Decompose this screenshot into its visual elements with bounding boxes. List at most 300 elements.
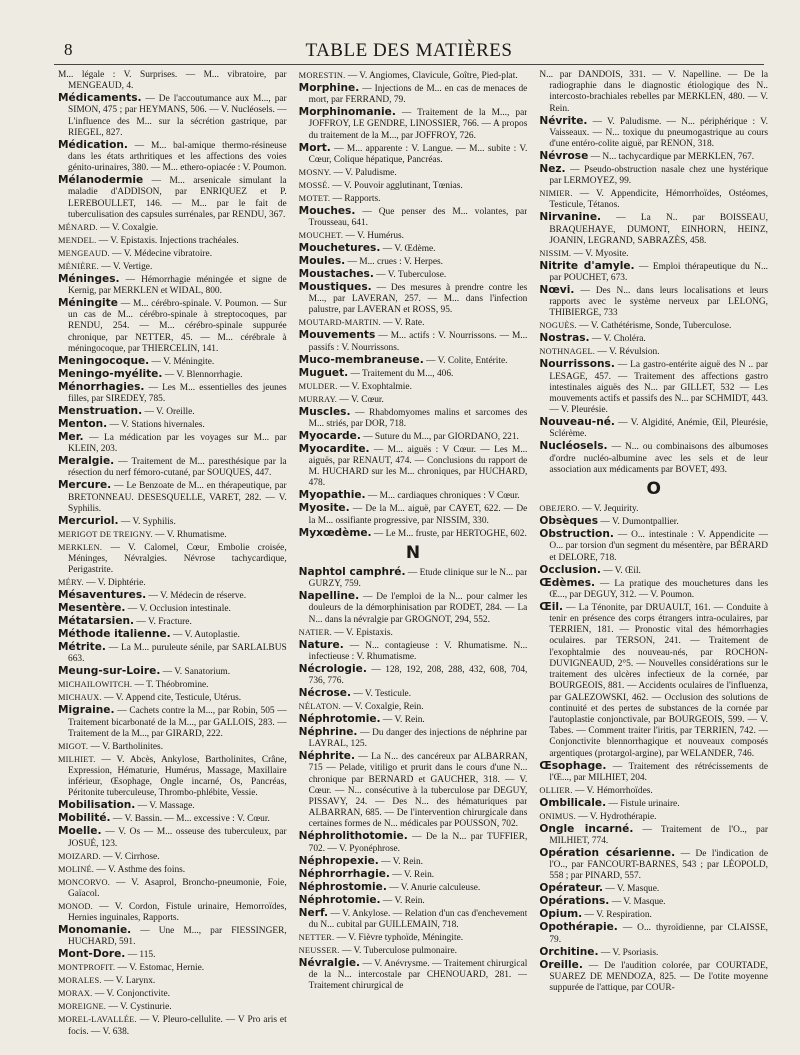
index-entry [539, 798, 768, 810]
index-entry [299, 407, 528, 430]
index-entry [58, 382, 287, 405]
index-term: MONCORVO. [58, 877, 111, 887]
index-text: — V. Dumontpallier. [600, 517, 679, 528]
index-term: Moustaches. [298, 268, 374, 281]
index-term: Occlusion. [539, 563, 601, 576]
index-text: — V. Oreille. [144, 407, 195, 418]
index-entry [299, 503, 528, 526]
index-term: Ménorrhagies. [58, 380, 145, 393]
index-text: — Cachets contre la M..., par Robin, 505 — Traitement bicarbonaté de la M..., par GALLOIS, 283. — Traitement de la M..., par GIRARD, 222. [68, 706, 287, 739]
index-text: — V. Exophtalmie. [339, 381, 412, 392]
index-text: — V. Respiration. [584, 910, 652, 921]
index-term: Néphrite. [298, 750, 355, 763]
index-term: Nucléosels. [539, 440, 608, 453]
index-entry [299, 256, 528, 268]
index-text: — Rapports. [332, 193, 381, 204]
index-text: — V. Epistaxis. [334, 627, 393, 638]
index-entry [539, 785, 768, 797]
index-text: — Les M... essentielles des jeunes filles, par SIREDEY, 785. [68, 382, 287, 405]
index-text: — V. Médecin de réserve. [148, 591, 247, 602]
index-entry [58, 901, 287, 924]
index-term: Menton. [58, 418, 108, 431]
index-entry [539, 503, 768, 515]
index-text: — V. Cordon, Fistule urinaire, Hemorroïdes, Hernies inguinales, Rapports. [68, 901, 287, 924]
index-entry [299, 831, 528, 854]
index-text: — V. Conjonctivite. [94, 989, 171, 1000]
index-entry [299, 167, 528, 179]
index-text: — La M... puruleute sénile, par SARLALBUS 663. [68, 643, 287, 665]
index-term: Obsèques [539, 515, 599, 528]
index-entry [539, 285, 768, 320]
index-term: NETTER. [298, 932, 335, 942]
index-term: Mésaventures. [58, 589, 147, 602]
index-text: — Que penser des M... volantes, par Trousseau, 641. [308, 206, 528, 229]
index-entry [299, 591, 528, 626]
index-term: MERKLEN. [58, 542, 103, 552]
index-text: — V. Myosite. [573, 248, 629, 259]
index-term: Mélanodermie [58, 174, 144, 187]
index-text: M... légale : V. Surprises. — M... vibratoire, par MENGEAUD, 4. [58, 70, 287, 92]
index-term: Œdèmes. [539, 576, 596, 589]
index-term: NOGUÈS. [539, 321, 577, 331]
index-term: NÉLATON. [298, 702, 341, 712]
index-entry [58, 419, 287, 431]
index-term: Nature. [298, 638, 344, 651]
index-text: — V. Bassin. — M... excessive : V. Cœur. [112, 814, 270, 825]
index-text: — V. Masque. [605, 884, 660, 895]
index-text: — V. Hydrothérapie. [578, 811, 657, 822]
index-text: N... par DANDOIS, 331. — V. Napelline. — De la radiographie dans le diagnostic étiologique des N.. intercosto-brachiales rebelles par MERKLEN, 480. — V. Rein. [539, 70, 769, 114]
index-entry [58, 93, 287, 139]
index-entry [539, 346, 768, 358]
index-entry [58, 925, 287, 948]
index-term: Névrite. [539, 114, 588, 127]
index-text: — V. Fracture. [136, 617, 192, 628]
index-entry [539, 960, 768, 995]
index-entry [299, 958, 528, 993]
index-entry [58, 406, 287, 418]
index-term: Néphrorrhagie. [298, 867, 390, 880]
index-term: OBEJERO. [539, 504, 580, 514]
index-text: — Traitement des rétrécissements de l'Œ..., par MILHIET, 204. [549, 761, 769, 783]
index-term: Mobilité. [58, 812, 111, 825]
index-entry [299, 640, 528, 663]
index-text: — V. Paludisme. [333, 167, 397, 178]
index-term: Obstruction. [539, 528, 614, 541]
index-entry [299, 355, 528, 367]
index-term: Nourrissons. [539, 358, 615, 371]
index-text: — V. Blennorrhagie. [164, 369, 243, 380]
index-term: Morphine. [298, 82, 360, 94]
index-columns [58, 70, 768, 1050]
index-text: — Le Benzoate de M... en thérapeutique, par BRETONNEAU. DESESQUELLE, VARET, 282. — V. Syphilis. [68, 481, 287, 514]
index-entry [539, 602, 768, 760]
index-text: — Rhabdomyomes malins et sarcomes des M... striés, par DOR, 718. [308, 407, 528, 429]
index-entry [539, 417, 768, 440]
index-term: MOREIGNE. [58, 1002, 107, 1012]
index-text: — V. Rein. [382, 895, 425, 906]
index-term: Névralgie. [298, 956, 361, 969]
index-term: Orchitine. [539, 945, 599, 958]
index-text: — De l'indication de l'O.., par FANCOURT-BARNES, 543 ; par LÉOPOLD, 558 ; par PINARD, 557. [549, 848, 769, 882]
index-entry [539, 151, 768, 163]
index-entry [539, 116, 768, 151]
index-term: Nostras. [539, 332, 590, 345]
index-term: MOREL-LAVALLÉE. [58, 1015, 137, 1025]
index-term: MOUCHET. [298, 231, 344, 241]
index-term: Morphinomanie. [298, 106, 396, 119]
index-term: Néphrolithotomie. [298, 830, 408, 843]
index-entry [539, 188, 768, 211]
index-text: — La gastro-entérite aiguë des N .. par LESAGE, 457. — Traitement des affections gastro intestinales aiguës des N... par GILLET, 532 — Les mouvements actifs et passifs des N... par SCHMIDT, 443. — V. Pleurésie. [549, 360, 769, 416]
index-entry [58, 70, 287, 92]
index-text: — Pseudo-obstruction nasale chez une hystérique par LERMOYEZ, 99. [549, 165, 769, 187]
index-entry [58, 480, 287, 515]
index-term: Néphrine. [298, 726, 358, 739]
index-entry [299, 269, 528, 281]
index-text: — La médication par les voyages sur M... par KLEIN, 203. [68, 433, 287, 455]
index-entry [299, 567, 528, 590]
index-text: — M... crues : V. Herpes. [347, 257, 444, 268]
index-term: MORESTIN. [298, 71, 346, 80]
index-text: — V. Testicule. [353, 689, 412, 700]
index-term: Mesentère. [58, 602, 126, 615]
index-text: — V. Choléra. [591, 334, 646, 345]
index-text: — V. Méningite. [151, 356, 215, 367]
index-entry [539, 70, 768, 115]
index-text: — 128, 192, 208, 288, 432, 608, 704, 736, 776. [308, 664, 528, 687]
index-entry [539, 909, 768, 921]
index-entry [58, 949, 287, 961]
index-term: Mercure. [58, 479, 112, 492]
index-term: Muguet. [298, 366, 349, 379]
index-term: Naphtol camphré. [298, 566, 406, 579]
index-term: MONOD. [58, 901, 93, 911]
index-text: — V. Anévrysme. — Traitement chirurgical de la N... intercostale par CHENOUARD, 281. — Traitement chirurgical de [308, 958, 528, 992]
index-entry [58, 666, 287, 678]
index-entry [539, 896, 768, 908]
index-term: MILHIET. [58, 754, 96, 764]
index-entry [58, 248, 287, 260]
index-entry [299, 330, 528, 353]
index-entry [58, 222, 287, 234]
index-text: — V. Massage. [137, 801, 195, 812]
index-text: — V. Larynx. [104, 976, 156, 987]
index-term: Nécrologie. [298, 662, 367, 675]
index-term: Moules. [298, 255, 346, 268]
index-text: — Fistule urinaire. [608, 798, 680, 809]
index-text: — V. Œdème. [382, 244, 436, 255]
index-entry [299, 895, 528, 907]
index-term: Oreille. [539, 958, 583, 971]
index-entry [299, 180, 528, 192]
index-entry [299, 714, 528, 726]
index-term: Œsophage. [539, 759, 607, 772]
index-text: — V. Cathétérisme, Sonde, Tuberculose. [579, 321, 732, 332]
index-entry [299, 701, 528, 713]
index-term: Mouvements [298, 329, 376, 342]
index-text: — V. Rein. [381, 856, 423, 867]
index-term: MÉNIÈRE. [58, 261, 99, 271]
index-entry [58, 813, 287, 825]
index-entry [58, 962, 287, 974]
index-text: — M... apparente : V. Langue. — M... subite : V. Cœur, Colique hépatique, Pancréas. [308, 143, 528, 165]
index-text: — V. Algidité, Anémie, Œil, Pleurésie, Sclérème. [549, 418, 769, 440]
index-entry [539, 333, 768, 345]
index-text: — V. Coxalgie. [100, 222, 159, 233]
index-term: Muscles. [298, 405, 351, 418]
index-text: — V. Stations hivernales. [109, 420, 205, 431]
index-entry [58, 235, 287, 247]
index-term: NATIER. [298, 627, 332, 637]
index-text: — De l'emploi de la N... pour calmer les douleurs de la démorphinisation par RODET, 284. — La N... dans la névralgie par GROGNOT, 294, 552. [308, 592, 528, 625]
index-term: Ongle incarné. [539, 822, 634, 835]
index-entry [58, 456, 287, 479]
index-entry [58, 140, 287, 175]
index-term: MORAX. [58, 989, 93, 999]
index-term: MOSNY. [298, 167, 332, 177]
index-entry [299, 751, 528, 830]
index-entry [58, 175, 287, 221]
index-entry [58, 705, 287, 740]
index-term: Meningo-myélite. [58, 367, 163, 380]
index-term: Opérateur. [539, 882, 604, 895]
index-entry [58, 851, 287, 863]
index-term: MULDER. [298, 381, 338, 391]
index-entry [299, 230, 528, 242]
index-text: — V. Estomac, Hernie. [117, 963, 205, 974]
index-text: — V. Tuberculose pulmonaire. [341, 945, 457, 956]
index-term: Néphrotomie. [298, 713, 381, 726]
index-text: — V. Abcès, Ankylose, Bartholinites, Crâne, Expression, Hématurie, Humérus, Massage, Maxillaire inférieur, Œsophage, Ongle incarné, Os, Pancréas, Péritonite tuberculeuse, Thrombo-phlébite, Vessie. [68, 754, 287, 799]
index-text: — M... bal-amique thermo-résineuse dans les états arthritiques et les affections des voies génito-urinaires, 380. — M... ethero-opiacée : V. Poumon. [68, 140, 287, 174]
header-rule [54, 64, 764, 65]
index-text: — Le M... fruste, par HERTOGHE, 602. [373, 528, 527, 539]
index-text: — Du danger des injections de néphrine par LAYRAL, 125. [308, 728, 528, 750]
index-term: NEUSSER. [298, 945, 340, 955]
index-text: — La pratique des mouchetures dans les Œ..., par DEGUY, 312. — V. Poumon. [549, 578, 769, 600]
index-entry [539, 947, 768, 959]
index-text: — V. Os — M... osseuse des tuberculeux, par JOSUÉ, 123. [68, 827, 287, 849]
index-text: — V. Diphtérie. [86, 578, 146, 589]
index-entry [539, 922, 768, 945]
index-entry [299, 688, 528, 700]
index-entry [299, 243, 528, 255]
index-entry [58, 577, 287, 589]
index-term: Moelle. [58, 825, 102, 838]
index-text: — Des mesures à prendre contre les M..., par LAVERAN, 257. — M... dans l'infection palustre, par LAVERAN et ROSS, 95. [308, 283, 528, 316]
index-term: Métatarsien. [58, 615, 135, 628]
index-entry [299, 394, 528, 406]
index-entry [539, 248, 768, 260]
index-entry [58, 529, 287, 541]
index-term: Myopathie. [298, 489, 366, 502]
index-entry [58, 590, 287, 602]
index-entry [299, 70, 528, 82]
page-header [54, 36, 764, 66]
index-term: Moustiques. [298, 281, 372, 294]
page-title: TABLE DES MATIÈRES [305, 40, 513, 61]
index-text: — V. Calomel, Cœur, Embolie croisée, Méninges, Névralgies. Névrose tachycardique, Perigastrite. [68, 542, 287, 576]
index-term: Œil. [539, 600, 563, 613]
index-entry [299, 932, 528, 944]
index-term: Meningocoque. [58, 354, 150, 367]
index-column-3 [539, 70, 768, 1050]
index-text: — La N.. par BOISSEAU, BRAQUEHAYE, DUMONT, EINHORN, HEINZ, JOANIN, LEGRAND, SABRAZÈS, 458. [549, 213, 769, 246]
index-text: — M... cardiaques chroniques : V Cœur. [367, 491, 520, 502]
index-term: MICHAILOWITCH. [58, 680, 133, 690]
index-entry [299, 282, 528, 317]
index-entry [58, 298, 287, 355]
index-text: — V. Médecine vibratoire. [112, 248, 213, 259]
index-text: — Des N... dans leurs localisations et leurs rapports avec le système nerveux par LELONG, THIBIERGE, 733 [549, 286, 769, 319]
index-entry [58, 800, 287, 812]
index-text: — V. Angiomes, Clavicule, Goître, Pied-plat. [347, 71, 518, 81]
index-term: Menstruation. [58, 405, 143, 418]
index-term: Opothérapie. [539, 921, 618, 934]
index-term: MURRAY. [298, 394, 338, 404]
index-term: Nécrose. [298, 687, 352, 700]
index-text: — Traitement de la M..., par JOFFROY, LE GENDRE, LINOSSIER, 766. — A propos du traitement de la M..., par JOFFROY, 726. [308, 108, 528, 141]
index-term: NIMIER. [539, 189, 573, 199]
index-entry [58, 692, 287, 704]
index-entry [58, 432, 287, 455]
index-entry [299, 945, 528, 957]
index-text: — V. Cystinurie. [108, 1002, 172, 1013]
index-text: — M... arsenicale simulant la maladie d'ADDISON, par ENRIQUEZ et P. LEREBOULLET, 146. — M... par le fait de tuberculisation des capsules surrénales, par RENDU, 367. [68, 176, 287, 220]
index-entry [58, 679, 287, 691]
index-column-1 [58, 70, 287, 1050]
index-entry [539, 529, 768, 564]
index-entry [299, 908, 528, 931]
index-text: — Traitement de M... paresthésique par la résection du nerf fémoro-cutané, par SOUQUES, 447. [68, 457, 287, 479]
index-entry [299, 206, 528, 229]
index-text: — M... cérébro-spinale. V. Poumon. — Sur un cas de M... cérébro-spinale à streptocoques, par RENDU, 254. — M... cérébro-spinale suppurée chronique, par NETTER, 45. — M... cérébrale à méningocoque, par THIERCELIN, 141. [68, 299, 287, 354]
index-text: — Traitement de l'O.., par MILHIET, 774. [549, 824, 769, 846]
index-text: — V. Occlusion intestinale. [127, 604, 231, 615]
index-text: — V. Hémorrhoïdes. [574, 785, 653, 796]
index-text: — 115. [127, 950, 156, 961]
index-text: — V. Humérus. [345, 231, 405, 242]
index-entry [299, 317, 528, 329]
index-entry [58, 1014, 287, 1037]
index-text: — Injections de M... en cas de menaces de mort, par FERRAND, 79. [308, 84, 528, 106]
index-entry [299, 627, 528, 639]
index-text: — M... actifs : V. Nourrissons. — M... passifs : V. Nourrissons. [308, 331, 528, 353]
index-entry [58, 516, 287, 528]
index-entry [539, 883, 768, 895]
index-entry [299, 107, 528, 142]
index-entry [299, 869, 528, 881]
index-term: MENGEAUD. [58, 248, 110, 258]
index-entry [58, 864, 287, 876]
index-term: MERIGOT DE TREIGNY. [58, 529, 153, 539]
index-term: Myocardite. [298, 442, 370, 455]
index-term: Mercuriol. [58, 514, 119, 527]
index-term: MOUTARD-MARTIN. [298, 318, 381, 328]
page-number: 8 [64, 40, 73, 59]
index-text: — De la M... aiguë, par CAYET, 622. — De la M... ossifiante progressive, par NISSIM, 330. [308, 504, 528, 526]
index-term: Opium. [539, 908, 583, 921]
index-term: Opération césarienne. [539, 846, 676, 859]
index-entry [539, 565, 768, 577]
index-text: — De l'audition colorée, par COURTADE, SUAREZ DE MENDOZA, 825. — De l'otite moyenne suppurée de l'attique, par COUR- [549, 960, 769, 993]
index-term: Médicaments. [58, 92, 142, 105]
index-entry [58, 616, 287, 628]
index-text: — V. Tuberculose. [376, 270, 447, 281]
index-term: ONIMUS. [539, 811, 576, 821]
index-term: MÉRY. [58, 578, 84, 588]
index-entry [58, 642, 287, 665]
index-text: — Etude clinique sur le N... par GURZY, 759. [308, 568, 528, 590]
index-term: MORALES. [58, 976, 102, 986]
index-entry [539, 578, 768, 601]
index-entry [58, 826, 287, 849]
index-term: Méninges. [58, 272, 120, 285]
index-term: OLLIER. [539, 785, 573, 795]
index-text: — V. Asaprol, Broncho-pneumonie, Foie, Gaïacol. [68, 877, 287, 899]
index-term: Monomanie. [58, 924, 132, 937]
index-text: — V. Epistaxis. Injections trachéales. [98, 235, 239, 246]
index-text: — La N... des cancéreux par ALBARRAN, 715 — Pelade, vitiligo et prurit dans le cours d'une N... chronique par BERNARD et GAUCHER, 318. — V. Cœur. — N... consécutive à la tuberculose par DEGUY, PISSAVY, 24. — Des N... des hématuriques par ALBARRAN, 685. — De l'intervention chirurgicale dans certaines formes de N... médicales par POUSSON, 702. [308, 752, 528, 830]
index-term: Opérations. [539, 895, 610, 908]
index-term: Mouchetures. [298, 242, 381, 255]
index-term: Nitrite d'amyle. [539, 259, 635, 272]
index-text: — Une M..., par FIESSINGER, HUCHARD, 591. [68, 926, 287, 948]
index-entry [539, 811, 768, 823]
index-text: — V. Révulsion. [597, 347, 660, 358]
index-text: — V. Paludisme. — N... périphérique : V. Vaisseaux. — N... toxique du pneumogastrique au cours d'une entéro-colite aiguë, par RENON, 318. [549, 116, 769, 150]
index-entry [299, 444, 528, 490]
index-entry [299, 727, 528, 750]
index-term: Médication. [58, 138, 128, 151]
index-text: — V. Œil. [603, 565, 641, 576]
index-text: — V. Sanatorium. [162, 667, 231, 678]
index-entry [58, 754, 287, 800]
index-text: — V. Asthme des foins. [96, 864, 186, 875]
index-term: MENDEL. [58, 235, 97, 245]
index-entry [58, 877, 287, 900]
index-text: — V. Autoplastie. [173, 630, 240, 641]
index-text: — Traitement du M..., 406. [350, 368, 454, 379]
index-text: — V. Rate. [383, 318, 425, 329]
index-entry [58, 274, 287, 297]
index-text: — V. Syphilis. [120, 516, 176, 527]
index-term: Meralgie. [58, 455, 115, 468]
index-entry [58, 261, 287, 273]
index-text: — Hémorrhagie méningée et signe de Kernig, par MERKLEN et WIDAL, 800. [68, 274, 287, 297]
section-letter: O [646, 479, 661, 500]
index-term: MOTET. [298, 193, 331, 203]
index-term: Mer. [58, 431, 84, 444]
index-text: — V. Psoriasis. [600, 947, 659, 958]
index-term: Méningite [58, 297, 118, 310]
index-entry [58, 1001, 287, 1013]
index-text: — V. Ankylose. — Relation d'un cas d'enchevement du N... cubital par GUILLEMAIN, 718. [308, 908, 528, 930]
index-term: Napelline. [298, 590, 360, 603]
index-term: MOLINÉ. [58, 864, 95, 874]
index-term: MOIZARD. [58, 851, 101, 861]
index-entry [58, 369, 287, 381]
index-text: — Emploi thérapeutique du N... par POUCHET, 673. [549, 261, 769, 284]
index-term: Nerf. [298, 906, 329, 919]
index-entry [299, 83, 528, 106]
index-text: — V. Colite, Entérite. [426, 355, 508, 366]
index-text: — V. Cirrhose. [103, 851, 160, 862]
index-text: — V. Pleuro-cellulite. — V Pro aris et focis. — V. 638. [68, 1015, 287, 1037]
index-entry [539, 320, 768, 332]
index-entry [299, 193, 528, 205]
